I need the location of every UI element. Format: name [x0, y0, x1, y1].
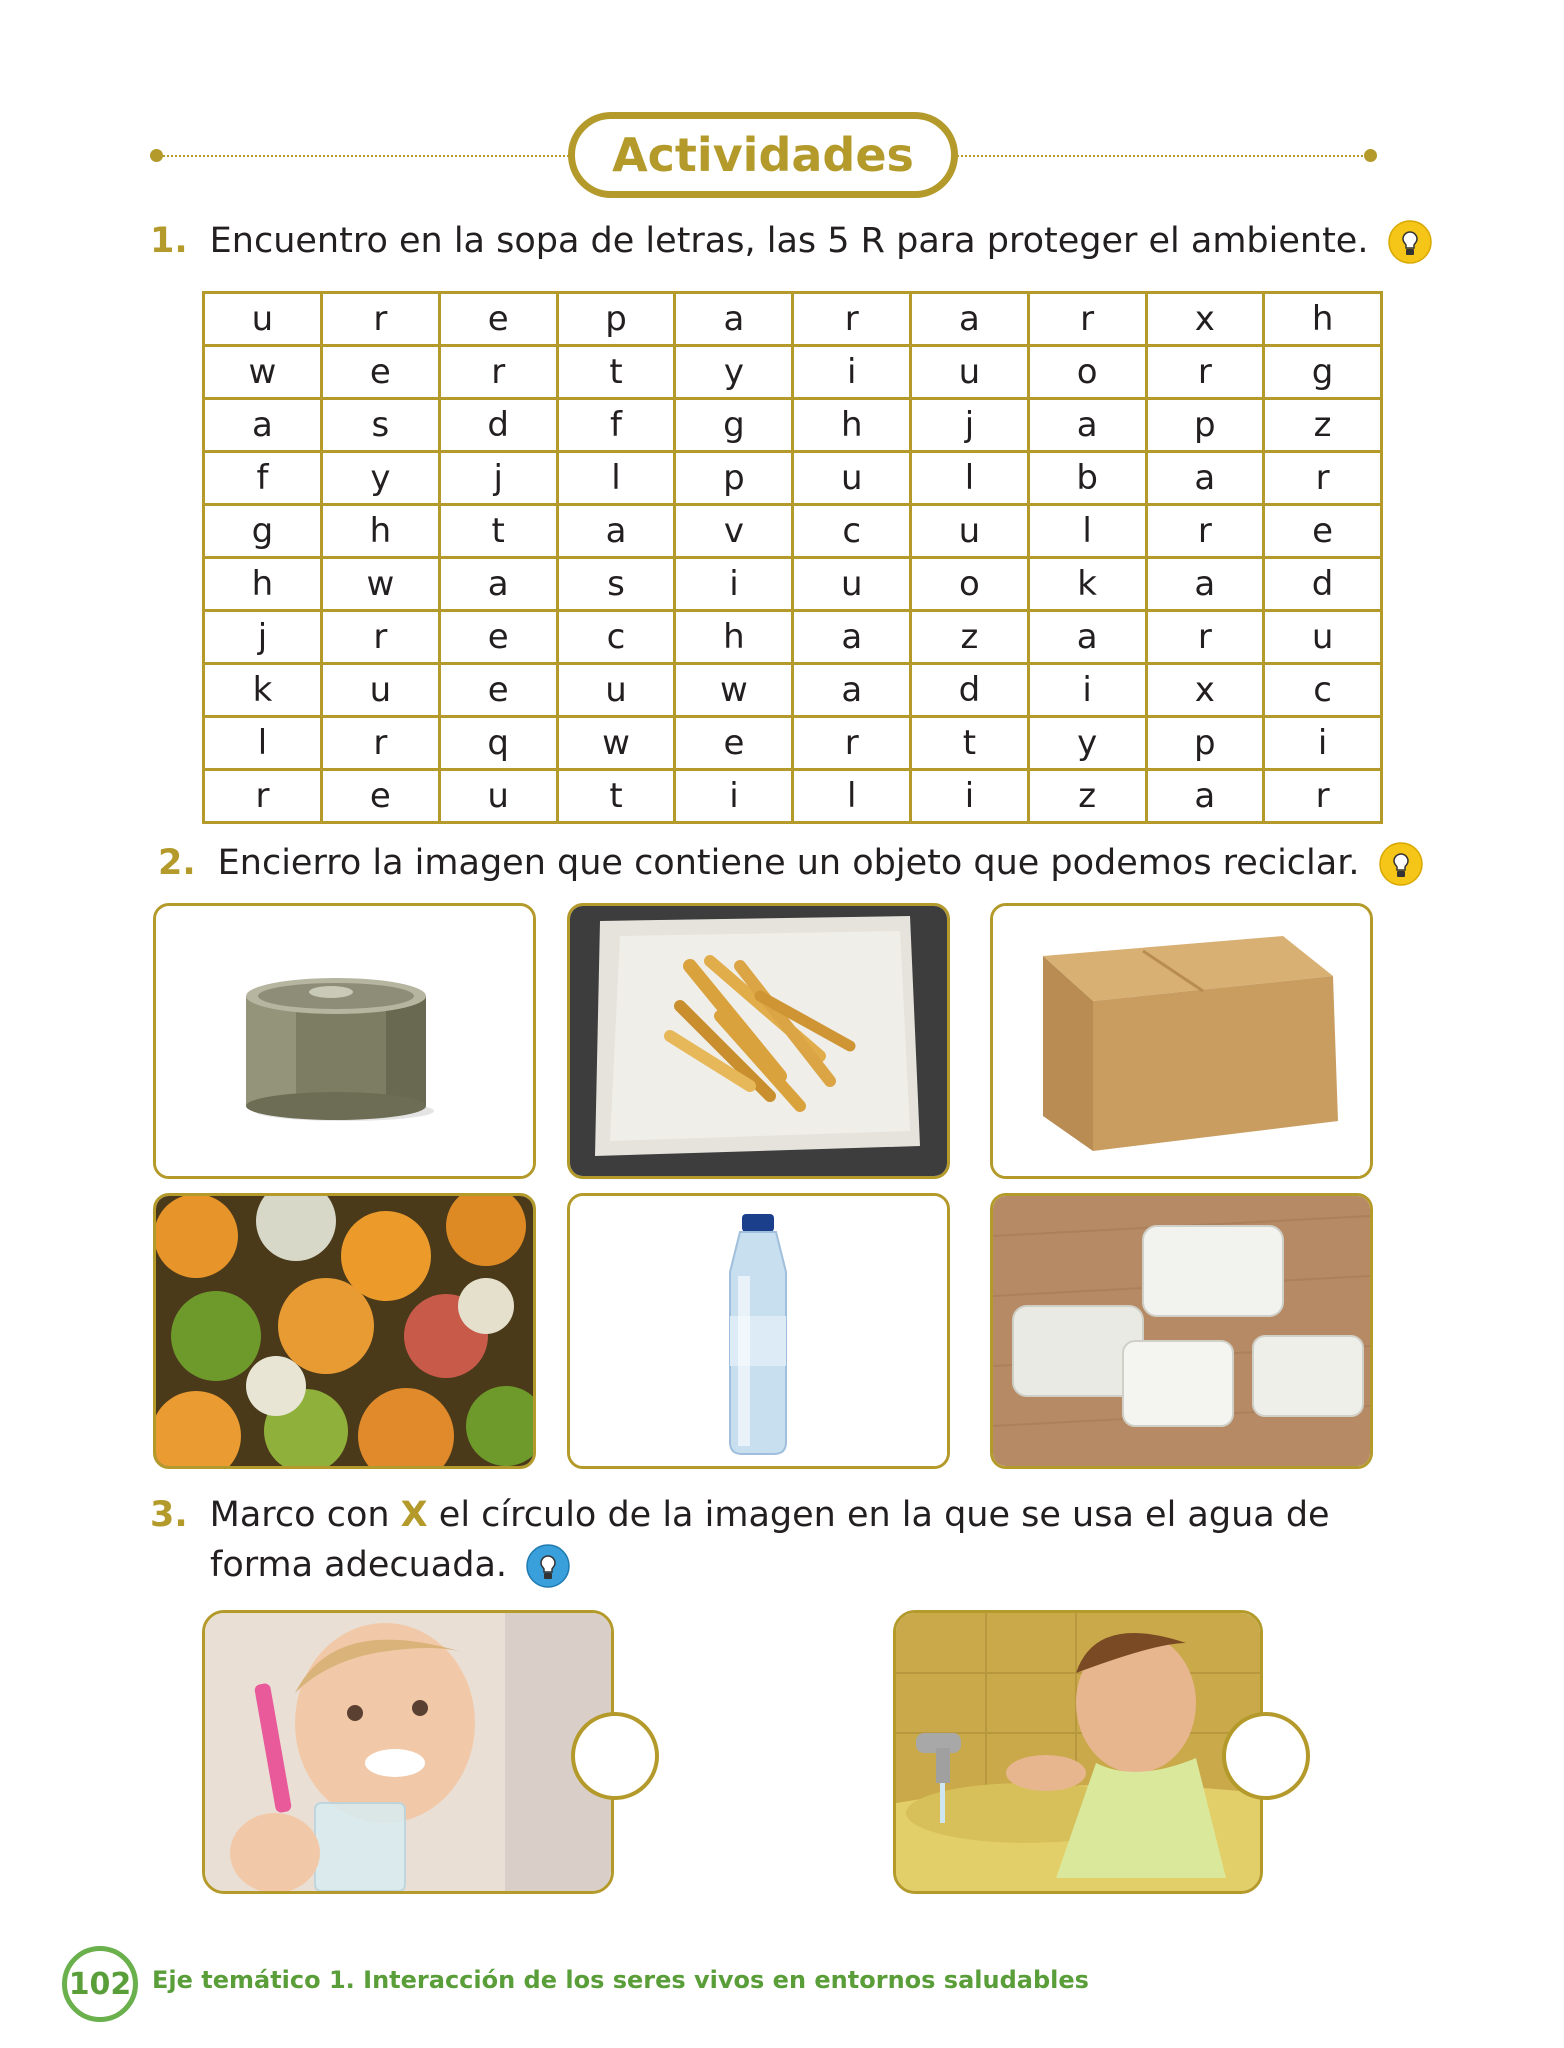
grid-cell[interactable]: o [911, 558, 1029, 611]
grid-row [204, 770, 1382, 823]
grid-row [204, 293, 1382, 346]
grid-cell[interactable]: r [1146, 505, 1264, 558]
grid-cell[interactable]: a [793, 664, 911, 717]
question-1 [150, 216, 1432, 266]
question-1-number: 1. [150, 221, 188, 261]
grid-cell[interactable]: w [321, 558, 439, 611]
grid-cell[interactable]: o [1028, 346, 1146, 399]
grid-row [204, 664, 1382, 717]
grid-cell[interactable]: l [793, 770, 911, 823]
header-rule-right [950, 155, 1370, 157]
grid-cell[interactable]: l [1028, 505, 1146, 558]
grid-cell[interactable]: u [204, 293, 322, 346]
grid-cell[interactable]: p [675, 452, 793, 505]
page-number: 102 [62, 1946, 138, 2022]
grid-cell[interactable]: a [675, 293, 793, 346]
grid-cell[interactable]: y [321, 452, 439, 505]
header-rule-left [156, 155, 576, 157]
grid-cell[interactable]: u [557, 664, 675, 717]
grid-cell[interactable]: r [1264, 770, 1382, 823]
grid-cell[interactable]: v [675, 505, 793, 558]
grid-cell[interactable]: p [557, 293, 675, 346]
grid-cell[interactable]: a [1028, 611, 1146, 664]
grid-cell[interactable]: a [1146, 770, 1264, 823]
image-girl-with-glass [202, 1610, 614, 1894]
grid-cell[interactable]: i [1264, 717, 1382, 770]
answer-circle-boy[interactable] [1222, 1712, 1310, 1800]
grid-cell[interactable]: i [1028, 664, 1146, 717]
grid-cell[interactable]: a [557, 505, 675, 558]
grid-cell[interactable]: u [793, 452, 911, 505]
grid-cell[interactable]: l [204, 717, 322, 770]
grid-cell[interactable]: u [911, 346, 1029, 399]
grid-cell[interactable]: j [439, 452, 557, 505]
grid-cell[interactable]: w [204, 346, 322, 399]
grid-cell[interactable]: w [557, 717, 675, 770]
image-cardboard-box[interactable] [990, 903, 1373, 1179]
image-orange-peels[interactable] [153, 1193, 536, 1469]
grid-cell[interactable]: a [911, 293, 1029, 346]
grid-cell[interactable]: g [1264, 346, 1382, 399]
question-2 [158, 838, 1423, 888]
grid-cell[interactable]: b [1028, 452, 1146, 505]
grid-cell[interactable]: e [439, 293, 557, 346]
grid-cell[interactable]: z [1264, 399, 1382, 452]
grid-cell[interactable]: u [1264, 611, 1382, 664]
x-mark: X [400, 1495, 428, 1535]
grid-cell[interactable]: l [911, 452, 1029, 505]
grid-cell[interactable]: x [1146, 664, 1264, 717]
grid-cell[interactable]: c [1264, 664, 1382, 717]
grid-cell[interactable]: a [204, 399, 322, 452]
answer-circle-girl[interactable] [571, 1712, 659, 1800]
grid-row [204, 717, 1382, 770]
grid-cell[interactable]: r [793, 293, 911, 346]
grid-cell[interactable]: g [204, 505, 322, 558]
image-boy-at-running-tap [893, 1610, 1263, 1894]
grid-cell[interactable]: k [1028, 558, 1146, 611]
grid-cell[interactable]: e [1264, 505, 1382, 558]
grid-cell[interactable]: w [675, 664, 793, 717]
grid-row [204, 346, 1382, 399]
grid-cell[interactable]: i [675, 558, 793, 611]
grid-cell[interactable]: e [321, 346, 439, 399]
grid-row [204, 399, 1382, 452]
grid-cell[interactable]: c [557, 611, 675, 664]
question-3-text-before: Marco con [209, 1495, 401, 1535]
grid-cell[interactable]: r [793, 717, 911, 770]
grid-cell[interactable]: r [204, 770, 322, 823]
grid-cell[interactable]: r [321, 293, 439, 346]
grid-cell[interactable]: d [911, 664, 1029, 717]
grid-cell[interactable]: e [439, 664, 557, 717]
grid-cell[interactable]: y [675, 346, 793, 399]
grid-cell[interactable]: a [439, 558, 557, 611]
grid-cell[interactable]: u [911, 505, 1029, 558]
question-2-text: Encierro la imagen que contiene un objeto que podemos reciclar. [217, 843, 1360, 883]
grid-cell[interactable]: g [675, 399, 793, 452]
grid-cell[interactable]: z [1028, 770, 1146, 823]
image-french-fries[interactable] [567, 903, 950, 1179]
grid-cell[interactable]: z [911, 611, 1029, 664]
lightbulb-icon [1379, 842, 1423, 886]
grid-cell[interactable]: t [557, 770, 675, 823]
grid-cell[interactable]: f [204, 452, 322, 505]
grid-cell[interactable]: d [1264, 558, 1382, 611]
grid-row [204, 452, 1382, 505]
grid-cell[interactable]: l [557, 452, 675, 505]
grid-cell[interactable]: j [911, 399, 1029, 452]
grid-cell[interactable]: u [793, 558, 911, 611]
header-dot-right [1364, 149, 1377, 162]
footer-text: Eje temático 1. Interacción de los seres vivos en entornos saludables [152, 1966, 1089, 1994]
question-3-text-line2: forma adecuada. [210, 1545, 508, 1585]
grid-cell[interactable]: h [675, 611, 793, 664]
grid-cell[interactable]: y [1028, 717, 1146, 770]
grid-cell[interactable]: k [204, 664, 322, 717]
grid-cell[interactable]: s [321, 399, 439, 452]
grid-row [204, 558, 1382, 611]
header-dot-left [150, 149, 163, 162]
grid-cell[interactable]: r [321, 611, 439, 664]
grid-cell[interactable]: i [911, 770, 1029, 823]
question-1-text: Encuentro en la sopa de letras, las 5 R para proteger el ambiente. [209, 221, 1369, 261]
grid-cell[interactable]: r [439, 346, 557, 399]
grid-cell[interactable]: a [1028, 399, 1146, 452]
grid-cell[interactable]: r [1028, 293, 1146, 346]
word-search-grid [202, 291, 1383, 824]
grid-cell[interactable]: t [439, 505, 557, 558]
grid-cell[interactable]: c [793, 505, 911, 558]
image-tin-can[interactable] [153, 903, 536, 1179]
lightbulb-icon [526, 1544, 570, 1588]
grid-cell[interactable]: e [321, 770, 439, 823]
image-water-bottle[interactable] [567, 1193, 950, 1469]
section-title: Actividades [568, 112, 958, 198]
question-2-number: 2. [158, 843, 196, 883]
grid-cell[interactable]: p [1146, 399, 1264, 452]
grid-cell[interactable]: a [1146, 452, 1264, 505]
grid-cell[interactable]: a [793, 611, 911, 664]
grid-cell[interactable]: r [1146, 611, 1264, 664]
grid-cell[interactable]: h [793, 399, 911, 452]
grid-cell[interactable]: a [1146, 558, 1264, 611]
grid-cell[interactable]: r [1264, 452, 1382, 505]
grid-cell[interactable]: h [321, 505, 439, 558]
image-styrofoam-containers[interactable] [990, 1193, 1373, 1469]
grid-cell[interactable]: t [911, 717, 1029, 770]
grid-cell[interactable]: s [557, 558, 675, 611]
grid-row [204, 611, 1382, 664]
question-3 [150, 1490, 1400, 1590]
grid-cell[interactable]: d [439, 399, 557, 452]
lightbulb-icon [1388, 220, 1432, 264]
grid-cell[interactable]: q [439, 717, 557, 770]
grid-cell[interactable]: u [439, 770, 557, 823]
grid-cell[interactable]: h [204, 558, 322, 611]
grid-cell[interactable]: h [1264, 293, 1382, 346]
grid-cell[interactable]: u [321, 664, 439, 717]
question-3-number: 3. [150, 1495, 188, 1535]
grid-cell[interactable]: r [1146, 346, 1264, 399]
grid-cell[interactable]: r [321, 717, 439, 770]
grid-cell[interactable]: f [557, 399, 675, 452]
question-3-text-after: el círculo de la imagen en la que se usa el agua de [427, 1495, 1330, 1535]
grid-cell[interactable]: p [1146, 717, 1264, 770]
grid-row [204, 505, 1382, 558]
grid-cell[interactable]: x [1146, 293, 1264, 346]
grid-cell[interactable]: e [675, 717, 793, 770]
grid-cell[interactable]: i [675, 770, 793, 823]
grid-cell[interactable]: i [793, 346, 911, 399]
grid-cell[interactable]: e [439, 611, 557, 664]
grid-cell[interactable]: t [557, 346, 675, 399]
grid-cell[interactable]: j [204, 611, 322, 664]
